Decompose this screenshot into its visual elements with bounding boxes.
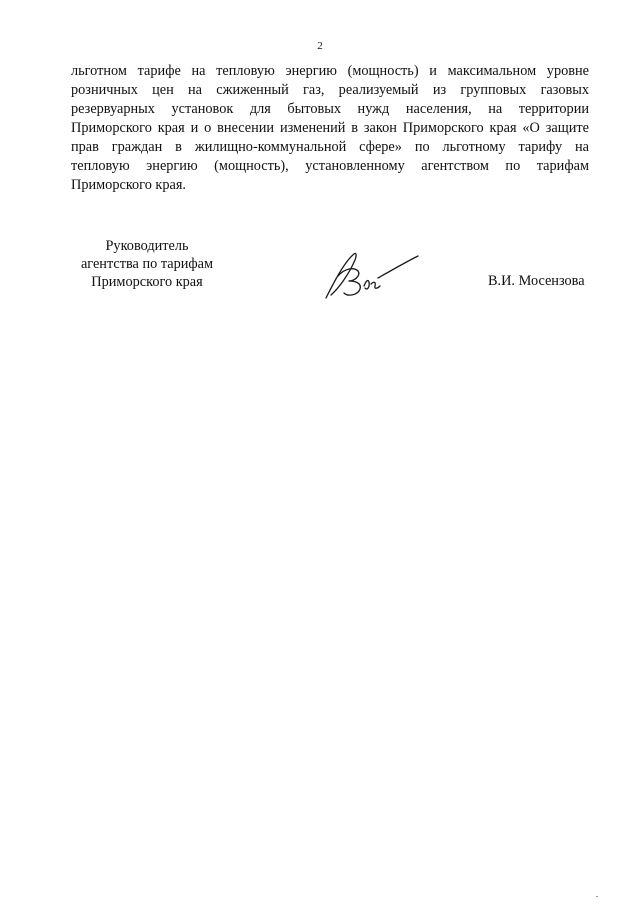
paragraph-line: Приморского края.	[71, 177, 187, 193]
signer-name: В.И. Мосензова	[488, 273, 585, 289]
paragraph-line: резервуарных установок для бытовых нужд населения, на территории	[71, 101, 589, 117]
signatory-title	[60, 237, 234, 291]
page-number: 2	[317, 40, 323, 52]
body-paragraph	[71, 62, 589, 195]
signatory-title-line: агентства по тарифам	[80, 256, 214, 272]
signatory-title-line: Приморского края	[91, 274, 203, 290]
paragraph-line: льготном тарифе на тепловую энергию (мощность) и максимальном уровне	[71, 63, 589, 79]
handwritten-signature	[318, 248, 422, 308]
paragraph-line: прав граждан в жилищно-коммунальной сфере» по льготному тарифу на	[71, 139, 589, 155]
paragraph-line: тепловую энергию (мощность), установленному агентством по тарифам	[71, 158, 589, 174]
scan-speck	[596, 896, 598, 897]
paragraph-line: Приморского края и о внесении изменений в закон Приморского края «О защите	[71, 120, 589, 136]
signatory-title-line: Руководитель	[105, 238, 189, 254]
paragraph-line: розничных цен на сжиженный газ, реализуемый из групповых газовых	[71, 82, 589, 98]
